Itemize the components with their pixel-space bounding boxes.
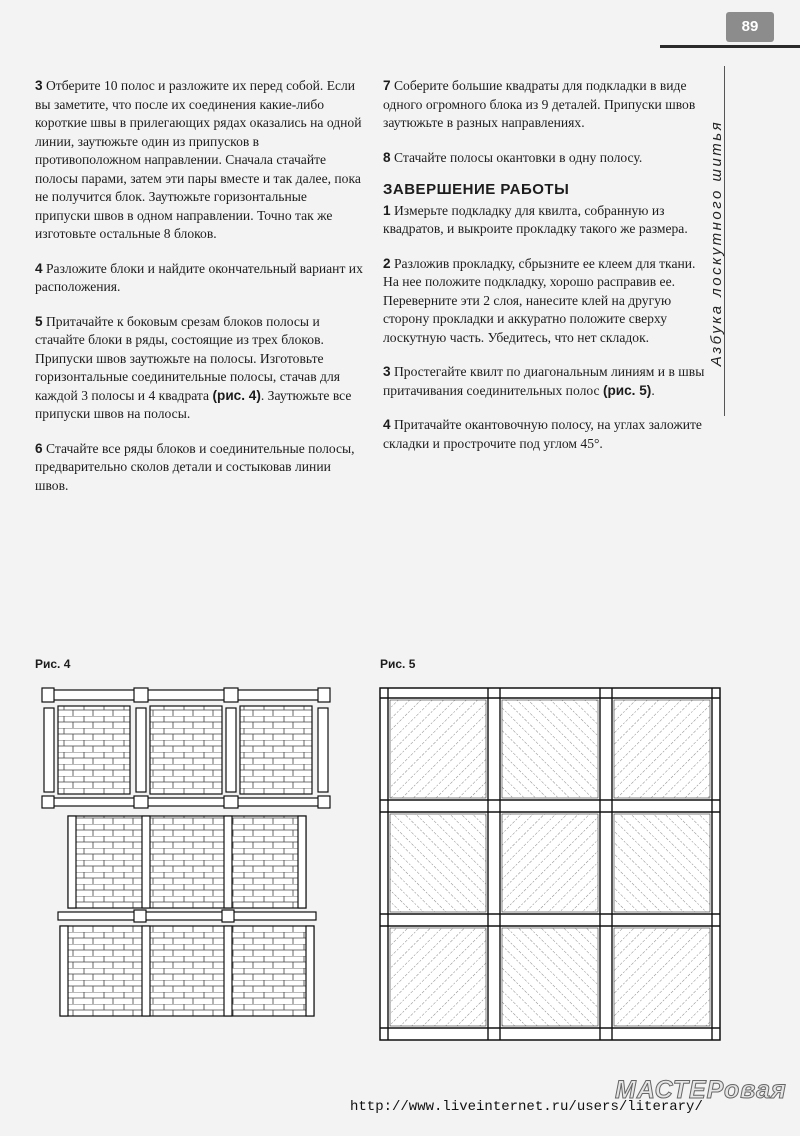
step-paragraph: 2 Разложив прокладку, сбрызните ее клеем для ткани. На нее положите подкладку, хорошо расправив ее. Переверните эти 2 слоя, нанесите клей на другую сторону прокладки и аккуратно положите сверху лоскутную часть. Убедитесь, что нет складок. xyxy=(383,255,696,345)
figure-5-illustration xyxy=(378,686,724,1044)
step-paragraph: 3 Простегайте квилт по диагональным линиям и в швы притачивания соединительных полос (рис. 5). xyxy=(383,364,705,398)
right-column xyxy=(383,77,708,469)
figure-reference: (рис. 4) xyxy=(212,387,261,403)
step-paragraph: 3 Отберите 10 полос и разложите их перед собой. Если вы заметите, что после их соединения какие-либо короткие швы в прилегающих рядах оказались на одной линии, заутюжьте один из припусков в противоположном направлении. Сначала стачайте полосы парами, затем эти пары вместе и так далее, пока не получится блок. Заутюжьте горизонтальные припуски швов в одном направлении. Точно так же изготовьте остальные 8 блоков. xyxy=(35,78,362,241)
page-number: 89 xyxy=(726,12,774,42)
left-column xyxy=(35,77,365,511)
figure-4-label: Рис. 4 xyxy=(35,657,71,671)
step-paragraph: 6 Стачайте все ряды блоков и соединительные полосы, предварительно сколов детали и состыковав линии швов. xyxy=(35,440,355,493)
step-paragraph: 7 Соберите большие квадраты для подкладки в виде одного огромного блока из 9 деталей. Припуски швов заутюжьте в разных направлениях. xyxy=(383,78,696,130)
header-rule xyxy=(660,45,800,48)
step-paragraph: 5 Притачайте к боковым срезам блоков полосы и стачайте блоки в ряды, состоящие из трех блоков. Припуски швов заутюжьте на полосы. Изготовьте горизонтальные соединительные полосы, стачав для каждой 3 полосы и 4 квадрата (рис. 4). Заутюжьте все припуски швов на полосы. xyxy=(35,313,352,421)
figure-reference: (рис. 5) xyxy=(602,382,652,398)
source-url[interactable]: http://www.liveinternet.ru/users/literary/ xyxy=(350,1099,703,1115)
figure-4-illustration xyxy=(38,680,338,1020)
figure-5-label: Рис. 5 xyxy=(380,657,416,671)
step-paragraph: 1 Измерьте подкладку для квилта, собранную из квадратов, и выкроите прокладку такого же размера. xyxy=(383,202,688,236)
running-title: Азбука лоскутного шитья xyxy=(708,119,725,367)
watermark-logo: МАСТЕРовая xyxy=(615,1076,787,1104)
step-paragraph: 8 Стачайте полосы окантовки в одну полосу. xyxy=(383,149,643,165)
step-paragraph: 4 Притачайте окантовочную полосу, на углах заложите складки и прострочите под углом 45°. xyxy=(383,417,702,451)
section-heading: ЗАВЕРШЕНИЕ РАБОТЫ xyxy=(383,181,570,198)
step-paragraph: 4 Разложите блоки и найдите окончательный вариант их расположения. xyxy=(35,260,363,294)
